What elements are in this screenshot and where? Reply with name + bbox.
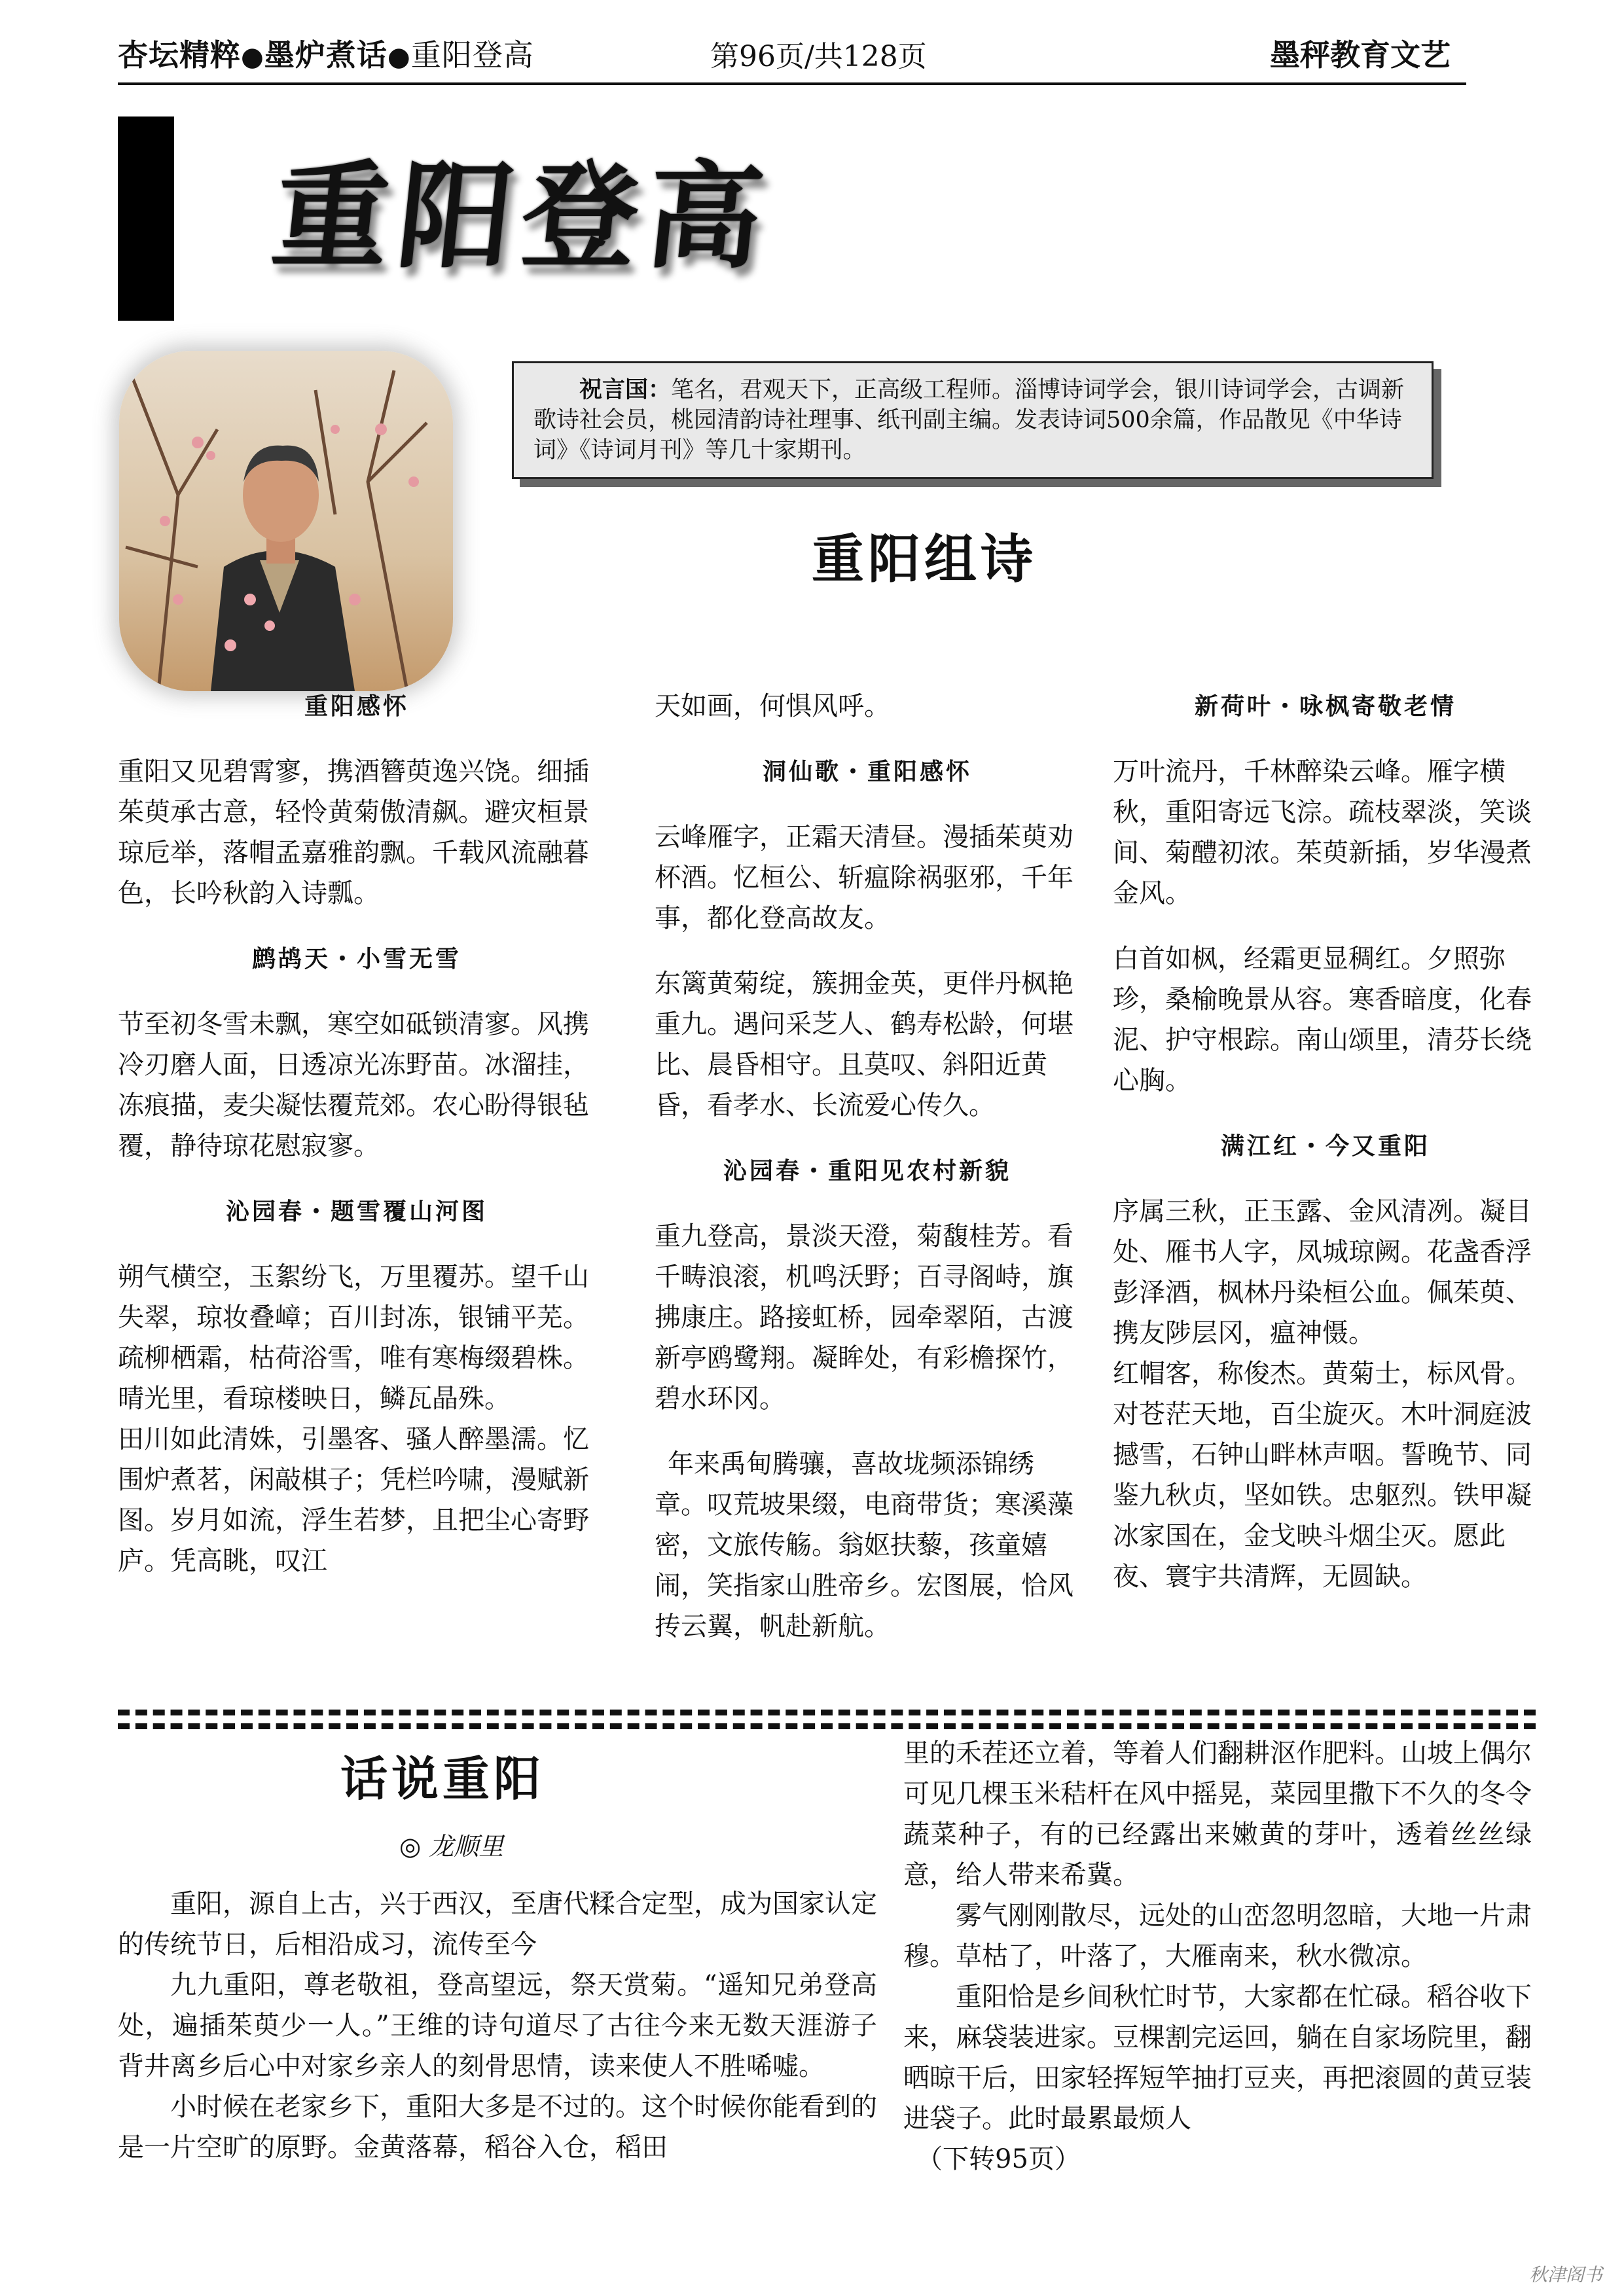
essay-paragraph: 小时候在老家乡下，重阳大多是不过的。这个时候你能看到的是一片空旷的原野。金黄落幕，稻谷入仓，稻田 [118,2092,877,2162]
publication-name: 墨秤教育文艺 [1270,37,1451,73]
essay-paragraph: 重阳，源自上古，兴于西汉，至唐代糅合定型，成为国家认定的传统节日，后相沿成习，流传至今 [118,1889,877,1960]
poem-text: 云峰雁字，正霜天清昼。漫插茱萸劝杯酒。忆桓公、斩瘟除祸驱邪，千年事，都化登高故友。 [655,822,1074,933]
watermark: 秋津阁书 [1529,2264,1603,2286]
author-name: 祝言国： [579,377,672,403]
poem-text: 重阳又见碧霄寥，携酒簪萸逸兴饶。细插茱萸承古意，轻怜黄菊傲清飙。避灾桓景琼卮举，落帽孟嘉雅韵飘。千载风流融暮色，长吟秋韵入诗瓢。 [118,757,589,908]
essay-paragraph: 里的禾茬还立着，等着人们翻耕沤作肥料。山坡上偶尔可见几棵玉米秸杆在风中摇晃，菜园里撒下不久的冬令蔬菜种子，有的已经露出来嫩黄的芽叶，透着丝丝绿意，给人带来希冀。 [903,1738,1532,1890]
poem-title: 鹧鸪天・小雪无雪 [251,945,461,973]
header-section-a: 杏坛精粹 [118,37,241,73]
poem-title: 洞仙歌・重阳感怀 [762,758,972,785]
poem-text: 白首如枫，经霜更显稠红。夕照弥珍，桑榆晚景从容。寒香暗度，化春泥、护守根踪。南山颂里，清芬长绕心胸。 [1113,944,1532,1096]
poem-column-3 [1113,686,1538,1597]
header-divider [118,82,1466,85]
poem-text: 田川如此清姝，引墨客、骚人醉墨濡。忆围炉煮茗，闲敲棋子；凭栏吟啸，漫赋新图。岁月如流，浮生若梦，且把尘心寄野庐。凭高眺，叹江 [118,1424,589,1576]
poem-text: 红帽客，称俊杰。黄菊士，标风骨。对苍茫天地，百尘旋灭。木叶洞庭波撼雪，石钟山畔林声咽。誓晚节、同鉴九秋贞，坚如铁。忠躯烈。铁甲凝冰家国在，金戈映斗烟尘灭。愿此夜、寰宇共清辉，无圆缺。 [1113,1359,1532,1592]
essay-byline: ◎ 龙顺里 [399,1832,504,1861]
poem-text: 节至初冬雪未飘，寒空如砥锁清寥。风携冷刃磨人面，日透凉光冻野苗。冰溜挂，冻痕描，麦尖凝怯覆荒郊。农心盼得银毡覆，静待琼花慰寂寥。 [118,1009,589,1161]
essay-heading: 话说重阳 [340,1751,545,1806]
poem-title: 新荷叶・咏枫寄敬老情 [1194,692,1456,720]
poem-column-2 [655,686,1080,1647]
essay-paragraph: 九九重阳，尊老敬祖，登高望远，祭天赏菊。“遥知兄弟登高处，遍插茱萸少一人。”王维的诗句道尽了古往今来无数天涯游子背井离乡后心中对家乡亲人的刻骨思情，读来使人不胜唏嘘。 [118,1970,877,2081]
poem-text: 序属三秋，正玉露、金风清冽。凝目处、雁书人字，凤城琼阙。花盏香浮彭泽酒，枫林丹染桓公血。佩茱萸、携友陟层冈，瘟神慑。 [1113,1196,1532,1348]
bullet-icon: ● [387,42,411,72]
header-topic: 重阳登高 [410,37,534,73]
poem-text: 天如画，何惧风呼。 [655,691,890,721]
author-bio [512,361,1434,479]
poem-title: 沁园春・题雪覆山河图 [225,1198,488,1225]
continued-note: （下转95页） [916,2144,1081,2174]
poem-title: 沁园春・重阳见农村新貌 [723,1157,1011,1185]
essay-paragraph: 重阳恰是乡间秋忙时节，大家都在忙碌。稻谷收下来，麻袋装进家。豆棵割完运回，躺在自家场院里，翻晒晾干后，田家轻挥短竿抽打豆夹，再把滚圆的黄豆装进袋子。此时最累最烦人 [903,1982,1532,2134]
header-section-b: 墨炉煮话 [264,37,388,73]
author-bio-text: 笔名，君观天下，正高级工程师。淄博诗词学会，银川诗词学会，古调新歌诗社会员，桃园清韵诗社理事、纸刊副主编。发表诗词500余篇，作品散见《中华诗词》《诗词月刊》等几十家期刊。 [533,377,1405,463]
bullet-icon: ● [241,42,264,72]
poem-text: 年来禹甸腾骧，喜故垅频添锦绣章。叹荒坡果缀，电商带货；寒溪藻密，文旅传觞。翁妪扶藜，孩童嬉闹，笑指家山胜帝乡。宏图展，恰风抟云翼，帆赴新航。 [655,1449,1074,1641]
poem-title: 重阳感怀 [304,692,409,720]
header-breadcrumb [118,31,534,75]
poem-text: 东篱黄菊绽，簇拥金英，更伴丹枫艳重九。遇问采芝人、鹤寿松龄，何堪比、晨昏相守。且莫叹、斜阳近黄昏，看孝水、长流爱心传久。 [655,969,1074,1121]
essay-column-2 [903,1733,1532,2179]
essay-column-1 [118,1884,877,2168]
essay-paragraph: 雾气刚刚散尽，远处的山峦忽明忽暗，大地一片肃穆。草枯了，叶落了，大雁南来，秋水微凉。 [903,1901,1532,1971]
page-info: 第96页/共128页 [710,40,927,73]
title-accent-bar [118,117,174,321]
author-photo [119,351,453,691]
poem-title: 满江红・今又重阳 [1220,1132,1430,1160]
poem-column-1 [118,686,596,1581]
page-title: 重阳登高 [266,149,779,284]
author-photo-illustration [119,351,453,691]
section-divider [118,1710,1536,1729]
poems-heading: 重阳组诗 [812,529,1037,590]
poem-text: 重九登高，景淡天澄，菊馥桂芳。看千畴浪滚，机鸣沃野；百寻阁峙，旗拂康庄。路接虹桥，园牵翠陌，古渡新亭鸥鹭翔。凝眸处，有彩檐探竹，碧水环冈。 [655,1221,1074,1414]
poem-text: 朔气横空，玉絮纷飞，万里覆苏。望千山失翠，琼妆叠嶂；百川封冻，银铺平芜。疏柳栖霜，枯荷浴雪，唯有寒梅缀碧株。晴光里，看琼楼映日，鳞瓦晶殊。 [118,1262,589,1414]
poem-text: 万叶流丹，千林醉染云峰。雁字横秋，重阳寄远飞淙。疏枝翠淡，笑谈间、菊醴初浓。茱萸新插，岁华漫煮金风。 [1113,757,1532,908]
title-block [266,124,779,295]
